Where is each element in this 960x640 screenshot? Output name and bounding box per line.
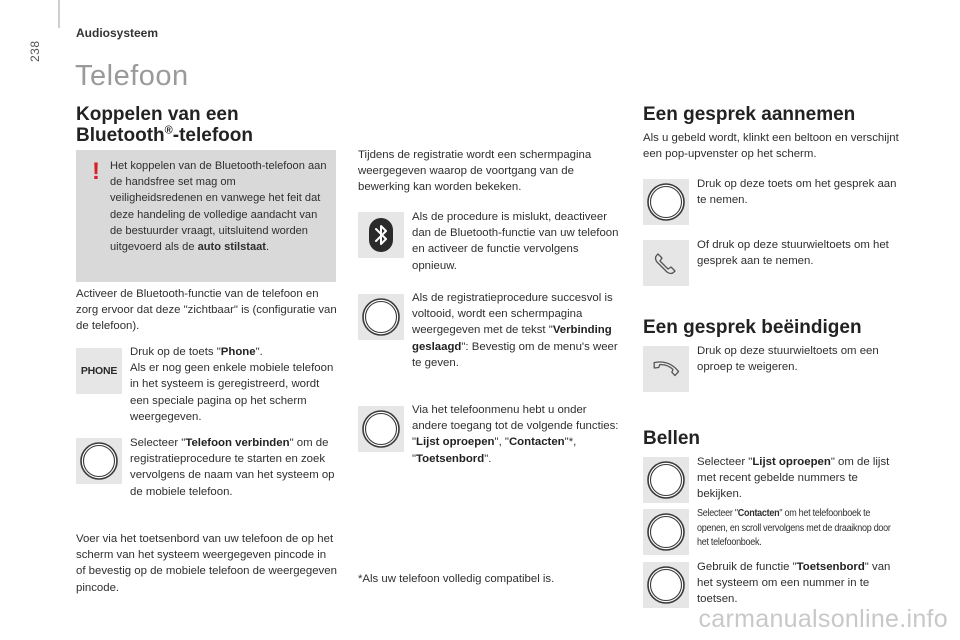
answer-wheel-text: Of druk op deze stuurwieltoets om het gesprek aan te nemen. [697,239,889,268]
pairing-heading-line2-post: -telefoon [172,125,253,146]
activate-bluetooth-text: Activeer de Bluetooth-functie van de telefoon en zorg ervoor dat deze "zichtbaar" is (configuratie van de telefoon). [76,288,337,333]
warning-icon: ! [92,158,100,185]
section-label: Audiosysteem [76,26,159,40]
call2-post: " om het telefoonboek te openen, en scroll vervolgens met de draaiknop door het telefoonboek. [697,508,891,548]
press-phone-text [130,344,338,425]
call1-bold: Lijst oproepen [752,456,831,468]
menu-mid2: "*, " [412,436,577,465]
select-connect-bold: Telefoon verbinden [185,437,290,449]
keypad-text [697,559,905,608]
watermark: carmanualsonline.info [698,605,948,633]
pairing-heading [76,104,253,146]
select-connect-pre: Selecteer " [130,437,186,449]
call3-post: " van het systeem om een nummer in te toetsen. [697,561,891,606]
contacts-text [697,507,902,551]
press-phone-post: ". [255,346,263,358]
side-rule [58,0,60,28]
phone-key-label: PHONE [80,365,118,377]
rotary-knob-icon [643,509,689,555]
calling-heading: Bellen [643,428,701,449]
call1-pre: Selecteer " [697,456,753,468]
menu-post: ". [484,452,492,465]
answer-call-heading: Een gesprek aannemen [643,104,856,125]
pin-code-text: Voer via het toetsenbord van uw telefoon de op het scherm van het systeem weergegeven pincode in of bevestig op de mobiele telefoon de weergegeven pincode. [76,533,337,594]
press-phone-pre: Druk op de toets " [130,346,221,358]
menu-mid1: ", " [494,436,509,449]
success-bold: Verbinding geslaagd [412,324,612,353]
press-phone-bold: Phone [220,346,256,358]
page-title: Telefoon [75,60,189,92]
success-post: ": Bevestig om de menu's weer te geven. [412,340,618,369]
pairing-heading-line2-pre: Bluetooth [76,125,165,146]
call-list-text [697,454,905,503]
warning-text [110,158,328,255]
warning-text-body: Het koppelen van de Bluetooth-telefoon aan de handsfree set mag om veiligheidsredenen en vanwege het feit dat deze handeling de volledige aandacht van de bestuurder vraagt, uitsluitend worden uitgevoerd als de [110,160,327,254]
warning-box [76,150,336,282]
page-number: 238 [28,40,42,62]
success-pre: Als de registratieprocedure succesvol is voltooid, wordt een schermpagina weergegeven met de tekst " [412,292,613,337]
phone-key-icon [76,348,122,394]
phone-handset-icon [643,240,689,286]
call3-bold: Toetsenbord [796,561,865,573]
rotary-knob-icon [643,179,689,225]
registration-intro-text: Tijdens de registratie wordt een schermpagina weergegeven waarop de voortgang van de bewerking kan worden bekeken. [358,149,592,194]
rotary-knob-icon [76,438,122,484]
menu-bold-keypad: Toetsenbord [416,452,485,465]
call2-pre: Selecteer " [697,508,738,519]
select-connect-post: " om de registratieprocedure te starten en zoek vervolgens de naam van het systeem op de mobiele telefoon. [130,437,335,498]
phone-menu-text [412,402,620,467]
call3-pre: Gebruik de functie " [697,561,797,573]
registered-mark: ® [164,124,173,137]
answer-press-text: Druk op deze toets om het gesprek aan te nemen. [697,178,897,207]
rotary-knob-icon [358,294,404,340]
end-call-text: Druk op deze stuurwieltoets om een oproep te weigeren. [697,345,879,374]
rotary-knob-icon [643,562,689,608]
rotary-knob-icon [643,457,689,503]
rotary-knob-icon [358,406,404,452]
press-phone-body: Als er nog geen enkele mobiele telefoon in het systeem is geregistreerd, wordt een speciale pagina op het scherm weergegeven. [130,362,334,423]
warning-text-end: . [266,241,270,254]
bluetooth-icon [358,212,404,258]
call1-post: " om de lijst met recent gebelde nummers te bekijken. [697,456,890,501]
hang-up-icon [643,346,689,392]
select-connect-text [130,435,338,500]
call2-bold: Contacten [737,508,780,519]
menu-bold-contacts: Contacten [508,436,565,449]
warning-text-bold: auto stilstaat [197,241,267,254]
end-call-heading: Een gesprek beëindigen [643,317,862,338]
menu-pre: Via het telefoonmenu hebt u onder andere toegang tot de volgende functies: " [412,404,619,449]
procedure-failed-text: Als de procedure is mislukt, deactiveer dan de Bluetooth-functie van uw telefoon en activeer de functie vervolgens opnieuw. [412,211,619,272]
answer-call-intro: Als u gebeld wordt, klinkt een beltoon en verschijnt een pop-upvenster op het scherm. [643,132,899,161]
pairing-heading-line1: Koppelen van een [76,104,239,125]
procedure-success-text [412,290,620,371]
menu-bold-call-list: Lijst oproepen [416,436,495,449]
compatibility-footnote: *Als uw telefoon volledig compatibel is. [358,573,555,585]
